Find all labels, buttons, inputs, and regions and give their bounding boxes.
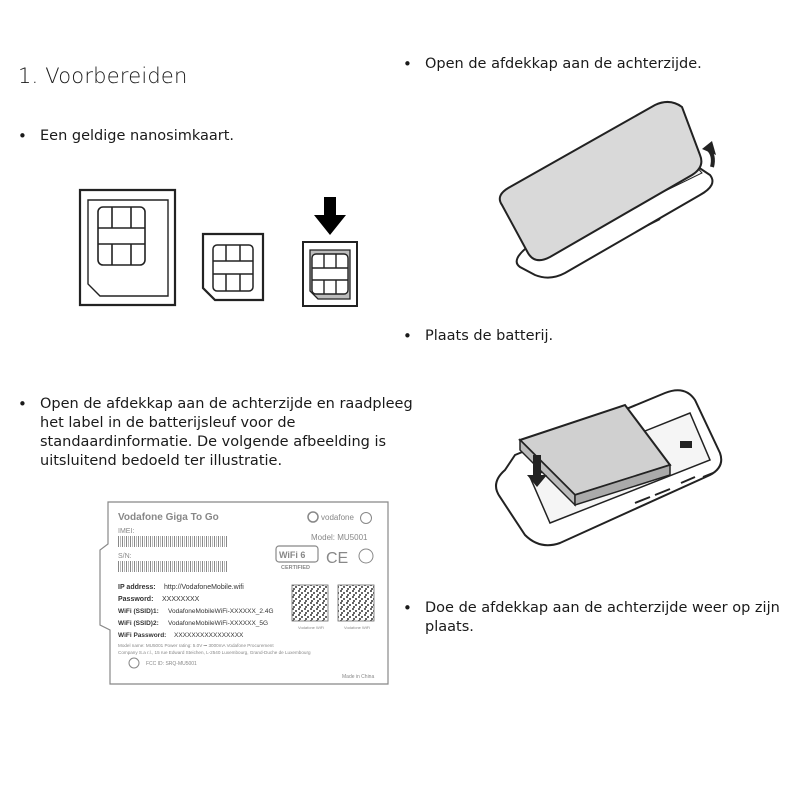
label-brand: vodafone bbox=[321, 513, 354, 522]
sn-barcode bbox=[118, 561, 228, 572]
label-made-in: Made in China bbox=[342, 674, 375, 680]
label-wifi-password-value: XXXXXXXXXXXXXXXX bbox=[174, 632, 244, 639]
section-title: 1. Voorbereiden bbox=[18, 64, 188, 88]
micro-sim-card bbox=[203, 234, 263, 300]
wifi6-badge: WiFi 6 bbox=[279, 550, 306, 560]
label-ip-value: http://VodafoneMobile.wifi bbox=[164, 584, 244, 591]
device-battery-illustration bbox=[485, 385, 735, 555]
step-open-cover: • Open de afdekkap aan de achterzijde. bbox=[425, 55, 702, 74]
standard-sim-card bbox=[80, 190, 175, 305]
step-insert-battery: • Plaats de batterij. bbox=[425, 327, 553, 346]
label-fine-print-2: Company S.a r.l., 15 rue Edward Steichen, L-2540 Luxembourg, Grand-Duche de Luxembourg bbox=[118, 650, 311, 655]
label-ssid2-value: VodafoneMobileWiFi-XXXXXX_5G bbox=[168, 620, 269, 627]
label-model: Model: MU5001 bbox=[311, 533, 368, 542]
imei-barcode bbox=[118, 536, 228, 547]
device-open-cover-illustration bbox=[490, 95, 730, 285]
device-label-illustration bbox=[106, 500, 396, 686]
step-close-cover: • Doe de afdekkap aan de achterzijde weer op zijn plaats. bbox=[425, 599, 800, 637]
qr1-caption: Vodafone WiFi bbox=[298, 625, 325, 630]
label-fcc-id: FCC ID: SRQ-MU5001 bbox=[146, 661, 197, 667]
label-sn: S/N: bbox=[118, 553, 132, 560]
wifi6-certified: CERTIFIED bbox=[281, 565, 311, 571]
label-ssid1-value: VodafoneMobileWiFi-XXXXXX_2.4G bbox=[168, 608, 274, 615]
qr-code-1 bbox=[292, 585, 328, 621]
label-password-key: Password: bbox=[118, 596, 154, 603]
ce-mark: CE bbox=[326, 550, 349, 567]
label-ip-key: IP address: bbox=[118, 584, 156, 591]
qr-code-2 bbox=[338, 585, 374, 621]
label-imei: IMEI: bbox=[118, 528, 135, 535]
step-sim-card: • Een geldige nanosimkaart. bbox=[40, 127, 234, 146]
label-ssid2-key: WiFi (SSID)2: bbox=[118, 620, 159, 627]
step-label-info: • Open de afdekkap aan de achterzijde en raadpleeg het label in de batterijsleuf voor de standaardinformatie. De volgende afbeelding is uitsluitend bedoeld ter illustratie. bbox=[40, 395, 430, 471]
label-fine-print-1: Model name: MU5001 Power rating: 5.0V ⎓ 3000mA Vodafone Procurement bbox=[118, 643, 274, 648]
label-wifi-password-key: WiFi Password: bbox=[118, 632, 167, 639]
arrow-down-icon bbox=[314, 197, 346, 235]
nano-sim-card bbox=[303, 242, 357, 306]
label-ssid1-key: WiFi (SSID)1: bbox=[118, 608, 159, 615]
label-password-value: XXXXXXXX bbox=[162, 596, 200, 603]
label-product-name: Vodafone Giga To Go bbox=[118, 512, 219, 523]
qr2-caption: Vodafone WiFi bbox=[344, 625, 371, 630]
